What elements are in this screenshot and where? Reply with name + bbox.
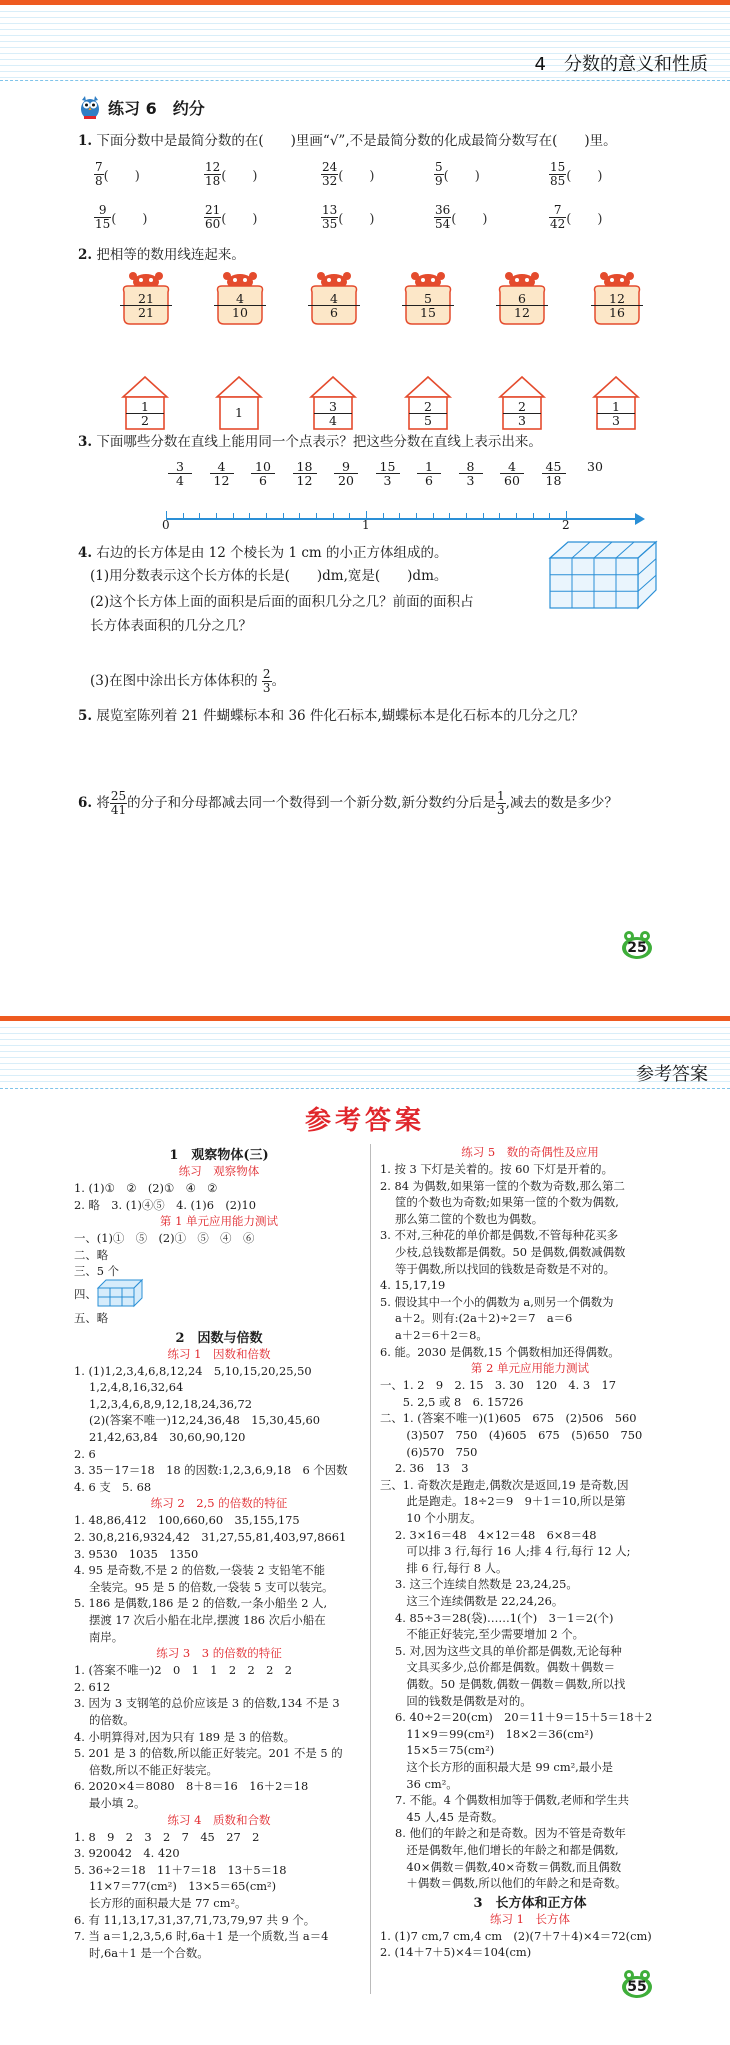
crab-fraction bbox=[402, 292, 454, 319]
answer-line: 五、略 bbox=[74, 1311, 109, 1325]
house-fraction bbox=[220, 406, 258, 419]
crab-fraction bbox=[214, 292, 266, 319]
answer-subsection-title: 练习 2 2,5 的倍数的特征 bbox=[150, 1496, 288, 1511]
answers-left-column bbox=[74, 1144, 364, 2014]
fraction-denominator: 5 bbox=[424, 413, 432, 428]
answer-blank[interactable]: ( ) bbox=[566, 212, 603, 227]
fraction-numerator: 4 bbox=[214, 292, 266, 306]
q1-fraction bbox=[204, 204, 221, 231]
fraction-denominator: 3 bbox=[262, 681, 271, 695]
answer-line: 45 人,45 是奇数。 bbox=[380, 1809, 504, 1824]
q1-fraction bbox=[434, 161, 444, 188]
answer-subsection-title: 第 2 单元应用能力测试 bbox=[470, 1361, 590, 1376]
answer-blank[interactable]: ( ) bbox=[338, 169, 375, 184]
q3-fractions bbox=[0, 460, 730, 494]
fraction-numerator: 15 bbox=[376, 460, 400, 474]
q3-fraction bbox=[251, 460, 275, 487]
answer-line: 5. 假设其中一个小的偶数为 a,则另一个偶数为 bbox=[380, 1294, 614, 1309]
answer-line: 这三个连续偶数是 22,24,26。 bbox=[380, 1594, 564, 1608]
answer-line: 不能正好装完,至少需要增加 2 个。 bbox=[380, 1627, 584, 1642]
answer-line: 11×7＝77(cm²) 13×5＝65(cm²) bbox=[74, 1879, 277, 1894]
answer-subsection-title: 练习 1 因数和倍数 bbox=[167, 1346, 271, 1361]
answer-line: 2. 36 13 3 bbox=[380, 1461, 469, 1476]
fraction-numerator: 1 bbox=[597, 400, 635, 414]
answer-line: 偶数。50 是偶数,偶数－偶数＝偶数,所以找 bbox=[380, 1677, 626, 1691]
answer-line: 2. (14＋7＋5)×4＝104(cm) bbox=[380, 1945, 532, 1960]
q1-fraction bbox=[204, 161, 221, 188]
fraction-numerator: 36 bbox=[435, 203, 451, 217]
answer-line: 最小填 2。 bbox=[74, 1796, 146, 1810]
house-card[interactable] bbox=[214, 375, 264, 431]
q3-fraction bbox=[334, 460, 358, 487]
answer-line: 全装完。95 是 5 的倍数,一袋装 5 支可以装完。 bbox=[74, 1579, 334, 1594]
answer-section-title: 3 长方体和正方体 bbox=[473, 1895, 587, 1911]
q4-instruction: 右边的长方体是由 12 个棱长为 1 cm 的小正方体组成的。 bbox=[96, 545, 448, 561]
fraction-denominator: 2 bbox=[141, 413, 149, 428]
answer-subsection-title: 练习 观察物体 bbox=[178, 1164, 260, 1178]
answer-subsection-title: 练习 3 3 的倍数的特征 bbox=[156, 1646, 282, 1661]
answer-line: 4. 小明算得对,因为只有 189 是 3 的倍数。 bbox=[74, 1729, 296, 1744]
chapter-header: 4 分数的意义和性质 bbox=[534, 54, 708, 75]
answer-line: 3. 不对,三种花的单价都是偶数,不管每种花买多 bbox=[380, 1228, 619, 1243]
fraction-denominator: 85 bbox=[550, 174, 566, 188]
answer-line: 回的钱数是偶数是对的。 bbox=[380, 1693, 532, 1708]
house-card[interactable] bbox=[591, 375, 641, 431]
q1-item bbox=[321, 161, 374, 188]
answer-line: 1,2,3,4,6,8,9,12,18,24,36,72 bbox=[74, 1396, 253, 1411]
q3-fraction bbox=[500, 460, 524, 487]
house-card[interactable] bbox=[120, 375, 170, 431]
q1-instruction: 下面分数中是最简分数的在( )里画“√”,不是最简分数的化成最简分数写在( )里。 bbox=[96, 133, 617, 149]
answer-line: 1. 48,86,412 100,660,60 35,155,175 bbox=[74, 1513, 300, 1528]
answer-line: 5. 对,因为这些文具的单价都是偶数,无论每种 bbox=[380, 1643, 622, 1658]
answer-line: 排 6 行,每行 8 人。 bbox=[380, 1560, 508, 1575]
answer-line: 可以排 3 行,每行 16 人;排 4 行,每行 12 人; bbox=[380, 1544, 631, 1559]
fraction-numerator: 1 bbox=[235, 405, 243, 420]
answer-blank[interactable]: ( ) bbox=[221, 212, 258, 227]
fraction-numerator: 8 bbox=[459, 460, 483, 474]
answer-line: 三、1. 奇数次是跑走,偶数次是返回,19 是奇数,因 bbox=[380, 1477, 629, 1492]
q4-sub2b: 长方体表面积的几分之几？ bbox=[90, 618, 252, 634]
answer-line: a＋2。则有:(2a＋2)÷2＝7 a＝6 bbox=[380, 1311, 573, 1326]
q3-number: 3. bbox=[78, 434, 93, 450]
fraction-numerator: 3 bbox=[314, 400, 352, 414]
answer-line: 1. (1)1,2,3,4,6,8,12,24 5,10,15,20,25,50 bbox=[74, 1363, 312, 1378]
q6-fraction bbox=[110, 790, 127, 817]
fraction-numerator: 18 bbox=[293, 460, 317, 474]
fraction-denominator: 3 bbox=[518, 413, 526, 428]
q1-item bbox=[321, 204, 374, 231]
answer-line: 筐的个数也为奇数;如果第一筐的个数为偶数, bbox=[380, 1195, 619, 1210]
answer-line: 2. 612 bbox=[74, 1679, 111, 1694]
q6-text bbox=[78, 790, 618, 817]
answer-line: 这个长方形的面积最大是 99 cm²,最小是 bbox=[380, 1760, 613, 1774]
q6-pre: 将 bbox=[96, 795, 110, 811]
answer-line: 1. (1)① ② (2)① ④ ② bbox=[74, 1181, 218, 1195]
answer-section-title: 1 观察物体(三) bbox=[169, 1148, 269, 1163]
number-line-label: 1 bbox=[362, 518, 370, 532]
fraction-numerator: 13 bbox=[322, 203, 338, 217]
answer-line: 一、(1)① ⑤ (2)① ⑤ ④ ⑥ bbox=[74, 1231, 255, 1246]
q1-item bbox=[204, 161, 257, 188]
number-line-label: 0 bbox=[162, 518, 170, 532]
answer-blank[interactable]: ( ) bbox=[103, 169, 140, 184]
fraction-numerator: 9 bbox=[334, 460, 358, 474]
answer-line: 1. (1)7 cm,7 cm,4 cm (2)(7＋7＋4)×4＝72(cm) bbox=[380, 1928, 652, 1943]
crab-fraction bbox=[308, 292, 360, 319]
answer-line: 长方形的面积最大是 77 cm²。 bbox=[74, 1896, 247, 1910]
q1-row-2 bbox=[94, 204, 654, 238]
fraction-denominator: 35 bbox=[322, 217, 338, 231]
fraction-denominator: 16 bbox=[609, 305, 625, 320]
cuboid-diagram[interactable] bbox=[548, 538, 658, 610]
house-card[interactable] bbox=[403, 375, 453, 431]
answer-line: 2. 84 为偶数,如果第一筐的个数为奇数,那么第二 bbox=[380, 1178, 625, 1193]
answer-line: 文具买多少,总价都是偶数。偶数＋偶数＝ bbox=[380, 1660, 616, 1675]
fraction-denominator: 41 bbox=[110, 803, 127, 817]
fraction-numerator: 6 bbox=[496, 292, 548, 306]
answer-line: 3. 9530 1035 1350 bbox=[74, 1546, 199, 1561]
q1-fraction bbox=[549, 161, 566, 188]
answer-line: 2. 3×16＝48 4×12＝48 6×8＝48 bbox=[380, 1527, 597, 1542]
header-divider bbox=[0, 80, 730, 81]
answer-line: 6. 40÷2＝20(cm) 20＝11＋9＝15＋5＝18＋2 bbox=[380, 1710, 653, 1725]
fraction-denominator: 9 bbox=[435, 174, 443, 188]
fraction-numerator: 12 bbox=[205, 160, 221, 174]
fraction-denominator: 32 bbox=[322, 174, 338, 188]
fraction-denominator: 6 bbox=[259, 473, 267, 488]
answer-line: 6. 能。2030 是偶数,15 个偶数相加还得偶数。 bbox=[380, 1344, 620, 1359]
q4-sub3-end: 。 bbox=[271, 673, 286, 689]
q3-fraction bbox=[583, 460, 607, 473]
answer-line: 等于偶数,所以找回的钱数是奇数是不对的。 bbox=[380, 1261, 616, 1276]
fraction-denominator: 10 bbox=[232, 305, 248, 320]
answer-line: 四、 bbox=[74, 1287, 97, 1301]
q3-text bbox=[78, 432, 542, 452]
answers-header: 参考答案 bbox=[636, 1064, 708, 1085]
fraction-numerator: 21 bbox=[205, 203, 221, 217]
answer-line: 2. 略 3. (1)④⑤ 4. (1)6 (2)10 bbox=[74, 1197, 256, 1212]
fraction-numerator: 25 bbox=[110, 789, 127, 803]
house-card[interactable] bbox=[497, 375, 547, 431]
answer-line: 8. 他们的年龄之和是奇数。因为不管是奇数年 bbox=[380, 1826, 626, 1841]
q3-fraction bbox=[542, 460, 566, 487]
q1-text bbox=[78, 131, 617, 151]
fraction-denominator: 12 bbox=[296, 473, 313, 488]
answer-line: 摆渡 17 次后小船在北岸,摆渡 186 次后小船在 bbox=[74, 1613, 326, 1627]
fraction-numerator: 1 bbox=[496, 789, 505, 803]
answer-subsection-title: 第 1 单元应用能力测试 bbox=[159, 1214, 279, 1229]
answer-line: 1. 8 9 2 3 2 7 45 27 2 bbox=[74, 1829, 260, 1844]
fraction-numerator: 2 bbox=[503, 400, 541, 414]
q4-sub2a: (2)这个长方体上面的面积是后面的面积几分之几？前面的面积占 bbox=[90, 594, 474, 610]
exercise-title: 练习 6 约分 bbox=[108, 99, 205, 118]
answers-right-column bbox=[380, 1144, 680, 2014]
fraction-denominator: 18 bbox=[545, 473, 562, 488]
q2-instruction: 把相等的数用线连起来。 bbox=[96, 247, 245, 263]
house-fraction bbox=[597, 400, 635, 427]
cube-answer-diagram bbox=[96, 1278, 144, 1312]
top-accent-bar bbox=[0, 1016, 730, 1021]
q1-row-1 bbox=[94, 161, 654, 195]
crab-cards bbox=[0, 270, 730, 330]
number-line-labels bbox=[0, 518, 730, 538]
answer-subsection-title: 练习 4 质数和合数 bbox=[167, 1812, 271, 1827]
fraction-numerator: 4 bbox=[210, 460, 234, 474]
house-fraction bbox=[314, 400, 352, 427]
fraction-denominator: 15 bbox=[95, 217, 111, 231]
fraction-numerator: 7 bbox=[549, 204, 566, 218]
q1-item bbox=[434, 204, 487, 231]
fraction-denominator: 21 bbox=[138, 305, 154, 320]
q6-fraction-2 bbox=[496, 790, 506, 817]
fraction-numerator: 15 bbox=[550, 160, 566, 174]
header-stripes bbox=[0, 1022, 730, 1084]
fraction-denominator: 12 bbox=[514, 305, 530, 320]
q6-end: ,减去的数是多少？ bbox=[505, 795, 618, 811]
q1-fraction bbox=[434, 204, 451, 231]
fraction-numerator: 1 bbox=[417, 460, 441, 474]
fraction-numerator: 1 bbox=[126, 400, 164, 414]
q1-item bbox=[94, 161, 140, 188]
answer-line: 3. 因为 3 支钢笔的总价应该是 3 的倍数,134 不是 3 bbox=[74, 1696, 340, 1711]
q4-sub1: (1)用分数表示这个长方体的长是( )dm,宽是( )dm。 bbox=[90, 568, 448, 584]
fraction-numerator: 5 bbox=[435, 160, 443, 174]
answer-line: 5. 36÷2＝18 11＋7＝18 13＋5＝18 bbox=[74, 1862, 287, 1877]
q1-fraction bbox=[321, 204, 338, 231]
fraction-denominator: 8 bbox=[95, 174, 103, 188]
crab-fraction bbox=[591, 292, 643, 319]
fraction-denominator: 18 bbox=[205, 174, 221, 188]
number-line-label: 2 bbox=[562, 518, 570, 532]
owl-icon bbox=[78, 94, 102, 120]
fraction-denominator: 3 bbox=[496, 803, 505, 817]
fraction-denominator: 54 bbox=[435, 217, 451, 231]
answer-line: a＋2＝6＋2＝8。 bbox=[380, 1328, 488, 1342]
answer-line: 1. (答案不唯一)2 0 1 1 2 2 2 2 bbox=[74, 1663, 293, 1678]
q4-number: 4. bbox=[78, 545, 93, 561]
answer-line: 7. 不能。4 个偶数相加等于偶数,老师和学生共 bbox=[380, 1793, 630, 1808]
answer-line: 二、略 bbox=[74, 1247, 109, 1262]
crab-card[interactable] bbox=[591, 270, 643, 322]
answer-subsection-title: 练习 5 数的奇偶性及应用 bbox=[461, 1145, 599, 1159]
answer-line: 时,6a＋1 是一个合数。 bbox=[74, 1945, 209, 1960]
q1-item bbox=[549, 204, 602, 231]
answer-line: 5. 2,5 或 8 6. 15726 bbox=[380, 1394, 524, 1409]
answer-line: 3. 这三个连续自然数是 23,24,25。 bbox=[380, 1577, 578, 1592]
answer-line: 21,42,63,84 30,60,90,120 bbox=[74, 1430, 246, 1444]
answer-line: 40×偶数＝偶数,40×奇数＝偶数,而且偶数 bbox=[380, 1859, 622, 1874]
q1-fraction bbox=[321, 161, 338, 188]
answer-line: 5. 186 是偶数,186 是 2 的倍数,一条小船坐 2 人, bbox=[74, 1596, 328, 1611]
q5-text bbox=[78, 706, 584, 726]
answer-line: 倍数,所以不能正好装完。 bbox=[74, 1762, 218, 1777]
q5-number: 5. bbox=[78, 708, 93, 724]
q4-sub3-text: (3)在图中涂出长方体体积的 bbox=[90, 673, 258, 689]
house-fraction bbox=[503, 400, 541, 427]
answers-big-title: 参考答案 bbox=[304, 1106, 425, 1136]
answer-line: 6. 2020×4＝8080 8＋8＝16 16＋2＝18 bbox=[74, 1779, 309, 1794]
q3-fraction bbox=[210, 460, 234, 487]
q1-fraction bbox=[94, 161, 104, 188]
q4-sub3 bbox=[90, 668, 285, 695]
q1-item bbox=[549, 161, 602, 188]
fraction-denominator: 3 bbox=[612, 413, 620, 428]
q6-mid: 的分子和分母都减去同一个数得到一个新分数,新分数约分后是 bbox=[127, 795, 496, 811]
answer-line: 10 个小朋友。 bbox=[380, 1511, 482, 1525]
column-divider bbox=[370, 1144, 371, 1994]
house-cards bbox=[0, 375, 730, 435]
q3-fraction bbox=[293, 460, 317, 487]
fraction-denominator: 4 bbox=[176, 473, 184, 488]
q1-number: 1. bbox=[78, 133, 93, 149]
q4-text bbox=[78, 543, 447, 563]
answer-line: 1,2,4,8,16,32,64 bbox=[74, 1380, 184, 1395]
answer-line: ＋偶数＝偶数,所以他们的年龄之和是奇数。 bbox=[380, 1876, 627, 1891]
answer-line: 7. 当 a＝1,2,3,5,6 时,6a＋1 是一个质数,当 a＝4 bbox=[74, 1929, 329, 1944]
crab-card[interactable] bbox=[120, 270, 172, 322]
fraction-denominator: 12 bbox=[213, 473, 230, 488]
page-number: 55 bbox=[627, 1979, 647, 1995]
answer-line: (3)507 750 (4)605 675 (5)650 750 bbox=[380, 1428, 643, 1442]
answer-line: 少枝,总钱数都是偶数。50 是偶数,偶数减偶数 bbox=[380, 1245, 626, 1259]
fraction-denominator: 20 bbox=[338, 473, 354, 488]
answer-line: 此是跑走。18÷2＝9 9＋1＝10,所以是第 bbox=[380, 1494, 626, 1509]
answer-blank[interactable]: ( ) bbox=[443, 169, 480, 184]
q4-sub3-fraction bbox=[262, 668, 272, 695]
fraction-numerator: 4 bbox=[500, 460, 524, 474]
house-fraction bbox=[126, 400, 164, 427]
answer-line: 那么第二筐的个数也为偶数。 bbox=[380, 1211, 544, 1226]
page-number: 25 bbox=[627, 940, 647, 956]
fraction-numerator: 30 bbox=[587, 459, 603, 474]
answer-blank[interactable]: ( ) bbox=[566, 169, 603, 184]
answer-line: 2. 30,8,216,9324,42 31,27,55,81,403,97,8661 bbox=[74, 1530, 347, 1544]
answer-blank[interactable]: ( ) bbox=[338, 212, 375, 227]
fraction-denominator: 4 bbox=[329, 413, 337, 428]
answer-subsection-title: 练习 1 长方体 bbox=[490, 1911, 570, 1926]
fraction-numerator: 9 bbox=[94, 204, 111, 218]
fraction-denominator: 3 bbox=[466, 473, 475, 488]
answer-line: 6. 有 11,13,17,31,37,71,73,79,97 共 9 个。 bbox=[74, 1912, 316, 1927]
answer-line: 二、1. (答案不唯一)(1)605 675 (2)506 560 bbox=[380, 1411, 637, 1426]
q2-number: 2. bbox=[78, 247, 93, 263]
q5-instruction: 展览室陈列着 21 件蝴蝶标本和 36 件化石标本,蝴蝶标本是化石标本的几分之几？ bbox=[96, 708, 585, 724]
answer-line: 11×9＝99(cm²) 18×2＝36(cm²) bbox=[380, 1726, 594, 1741]
fraction-numerator: 7 bbox=[95, 160, 103, 174]
fraction-numerator: 10 bbox=[251, 460, 275, 474]
q3-fraction bbox=[459, 460, 483, 487]
q3-fraction bbox=[168, 460, 192, 487]
answer-line: 15×5＝75(cm²) bbox=[380, 1743, 495, 1758]
answer-line: 还是偶数年,他们增长的年龄之和都是偶数, bbox=[380, 1843, 619, 1857]
q1-item bbox=[94, 204, 147, 231]
fraction-numerator: 45 bbox=[542, 460, 566, 474]
fraction-numerator: 24 bbox=[322, 160, 338, 174]
answer-line: 一、1. 2 9 2. 15 3. 30 120 4. 3 17 bbox=[380, 1378, 617, 1393]
answer-line: 4. 85÷3＝28(袋)……1(个) 3－1＝2(个) bbox=[380, 1610, 614, 1625]
q1-fraction bbox=[94, 204, 111, 231]
answer-line: 5. 201 是 3 的倍数,所以能正好装完。201 不是 5 的 bbox=[74, 1746, 343, 1761]
fraction-numerator: 21 bbox=[120, 292, 172, 306]
answer-line: 36 cm²。 bbox=[380, 1776, 458, 1791]
answer-line: 3. 35－17＝18 18 的因数:1,2,3,6,9,18 6 个因数 bbox=[74, 1463, 348, 1478]
q3-instruction: 下面哪些分数在直线上能用同一个点表示？把这些分数在直线上表示出来。 bbox=[96, 434, 542, 450]
fraction-denominator: 15 bbox=[420, 305, 436, 320]
fraction-denominator: 6 bbox=[425, 473, 433, 488]
answer-line: 南岸。 bbox=[74, 1629, 124, 1644]
fraction-numerator: 3 bbox=[168, 460, 192, 474]
fraction-denominator: 60 bbox=[205, 217, 221, 231]
answer-line: 2. 6 bbox=[74, 1446, 96, 1461]
answer-line: (6)570 750 bbox=[380, 1444, 478, 1459]
fraction-denominator: 60 bbox=[504, 473, 520, 488]
crab-card[interactable] bbox=[214, 270, 266, 322]
answer-line: 3. 920042 4. 420 bbox=[74, 1846, 180, 1861]
fraction-numerator: 2 bbox=[262, 667, 271, 681]
answer-blank[interactable]: ( ) bbox=[221, 169, 258, 184]
answer-line: 1. 按 3 下灯是关着的。按 60 下灯是开着的。 bbox=[380, 1162, 613, 1176]
crab-fraction bbox=[120, 292, 172, 319]
house-fraction bbox=[409, 400, 447, 427]
house-card[interactable] bbox=[308, 375, 358, 431]
fraction-denominator: 42 bbox=[550, 217, 566, 231]
answer-line: 4. 15,17,19 bbox=[380, 1278, 446, 1293]
answer-line: 三、5 个 bbox=[74, 1264, 120, 1279]
q1-item bbox=[204, 204, 257, 231]
crab-card[interactable] bbox=[496, 270, 548, 322]
answer-line: 4. 95 是奇数,不是 2 的倍数,一袋装 2 支铅笔不能 bbox=[74, 1563, 326, 1578]
crab-card[interactable] bbox=[308, 270, 360, 322]
fraction-numerator: 2 bbox=[409, 400, 447, 414]
q3-fraction bbox=[376, 460, 400, 487]
q2-text bbox=[78, 245, 245, 265]
answer-line: 4. 6 支 5. 68 bbox=[74, 1479, 152, 1494]
answer-line: 的倍数。 bbox=[74, 1713, 135, 1727]
q6-number: 6. bbox=[78, 795, 93, 811]
workbook-page-55 bbox=[0, 1016, 730, 2045]
fraction-denominator: 6 bbox=[330, 305, 338, 320]
house-icon bbox=[214, 375, 264, 431]
fraction-numerator: 12 bbox=[591, 292, 643, 306]
q1-item bbox=[434, 161, 480, 188]
crab-fraction bbox=[496, 292, 548, 319]
top-accent-bar bbox=[0, 0, 730, 5]
header-divider bbox=[0, 1088, 730, 1089]
fraction-numerator: 4 bbox=[308, 292, 360, 306]
q1-fraction bbox=[549, 204, 566, 231]
fraction-denominator: 3 bbox=[383, 473, 392, 488]
answer-blank[interactable]: ( ) bbox=[111, 212, 148, 227]
answer-blank[interactable]: ( ) bbox=[451, 212, 488, 227]
crab-card[interactable] bbox=[402, 270, 454, 322]
workbook-page-25 bbox=[0, 0, 730, 1010]
answer-line: (2)(答案不唯一)12,24,36,48 15,30,45,60 bbox=[74, 1413, 321, 1428]
q3-fraction bbox=[417, 460, 441, 487]
answer-section-title: 2 因数与倍数 bbox=[175, 1330, 263, 1346]
fraction-numerator: 5 bbox=[402, 292, 454, 306]
